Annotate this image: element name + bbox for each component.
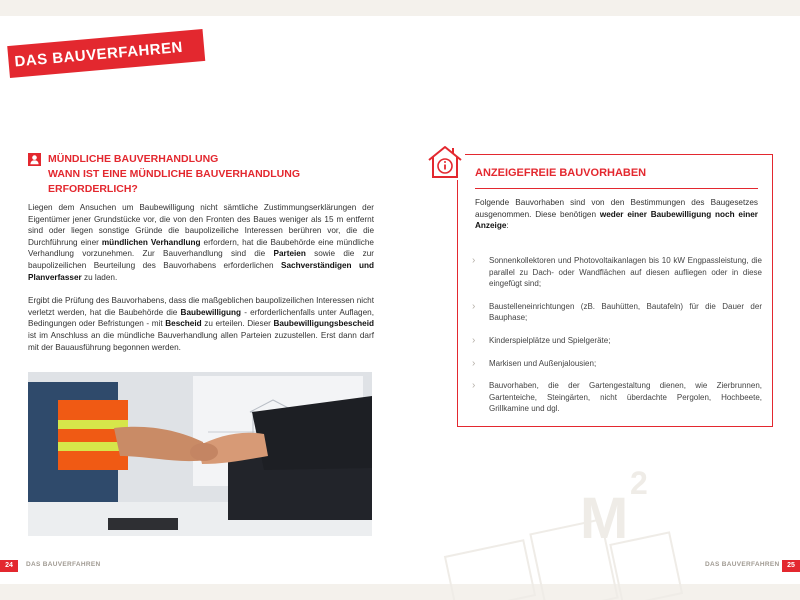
- section-heading: [28, 152, 388, 197]
- text-run: sowie die zur baupolizeilichen Beurteilung des Bauvorhabens erforderlichen: [28, 249, 374, 270]
- bold-run: Sachverständigen und Planverfasser: [28, 260, 375, 282]
- chevron-right-icon: ›: [472, 357, 476, 369]
- text-run: :: [506, 221, 509, 231]
- chapter-banner: [7, 29, 205, 78]
- list-item-text: Markisen und Außenjalousien;: [489, 358, 597, 368]
- info-divider: [475, 188, 758, 189]
- info-box-title: ANZEIGEFREIE BAUVORHABEN: [475, 167, 647, 179]
- bold-run: weder einer Baubewilligung noch einer Anzeige: [475, 209, 758, 231]
- watermark-letter: M: [580, 486, 629, 551]
- house-info-icon: [425, 144, 465, 180]
- list-item: [472, 380, 762, 415]
- text-run: Liegen dem Ansuchen um Baubewilligung nicht sämtliche Zustimmungserklärungen der Eigentümer jener Grundstücke vor, die von den Fronten des Baues weniger als 15 m entfernt sind oder liegen sonstige Gründe die baupolizeiliche Interessen berühren vor, die die Durchführung einer: [28, 203, 374, 247]
- person-icon: [28, 153, 41, 166]
- list-item-text: Kinderspielplätze und Spielgeräte;: [489, 335, 611, 345]
- section-title: MÜNDLICHE BAUVERHANDLUNG: [48, 153, 219, 165]
- bold-run: Baubewilligung: [180, 307, 242, 317]
- text-run: ist im Anschluss an die mündliche Bauverhandlung allen Parteien zuzustellen. Erst dann darf mit der Bauausführung begonnen werden.: [28, 330, 374, 352]
- chevron-right-icon: ›: [472, 334, 476, 346]
- bold-run: Parteien: [273, 249, 306, 259]
- info-box: [457, 154, 773, 427]
- chevron-right-icon: ›: [472, 300, 476, 312]
- list-item: [472, 358, 762, 370]
- list-item-text: Baustelleneinrichtungen (zB. Bauhütten, Bautafeln) für die Dauer der Bauphase;: [489, 301, 762, 323]
- square-meter-watermark: [430, 456, 730, 600]
- footer-label-left: DAS BAUVERFAHREN: [26, 561, 101, 568]
- text-run: Folgende Bauvorhaben sind von den Bestimmungen des Baugesetzes ausgenommen. Diese benötigen: [475, 198, 758, 219]
- document-spread: [0, 16, 800, 584]
- paragraph-1: [28, 202, 374, 283]
- bold-run: mündlichen Verhandlung: [101, 237, 201, 247]
- list-item: [472, 335, 762, 347]
- chevron-right-icon: ›: [472, 380, 476, 392]
- text-run: zu erteilen. Dieser: [201, 319, 274, 329]
- chapter-title: DAS BAUVERFAHREN: [13, 38, 184, 71]
- chevron-right-icon: ›: [472, 255, 476, 266]
- exempt-list: [472, 255, 762, 426]
- footer-label-right: DAS BAUVERFAHREN: [705, 561, 780, 568]
- bold-run: Baubewilligungsbescheid: [273, 319, 374, 329]
- list-item-text: Bauvorhaben, die der Gartengestaltung dienen, wie Zierbrunnen, Gartenteiche, Steingärten, nicht überdachte Pergolen, Hochbeete, Grillkamine und dgl.: [489, 381, 762, 414]
- paragraph-2: [28, 295, 374, 353]
- page-number-right: 25: [782, 560, 800, 572]
- section-subtitle: WANN IST EINE MÜNDLICHE BAUVERHANDLUNG ERFORDERLICH?: [48, 168, 300, 195]
- list-item: [472, 255, 762, 290]
- text-run: - erforderlichenfalls unter Auflagen, Bedingungen oder Befristungen - mit: [28, 307, 374, 329]
- text-run: zu laden.: [81, 272, 118, 282]
- list-item: [472, 301, 762, 324]
- list-item-text: Sonnenkollektoren und Photovoltaikanlagen bis 10 kW Engpassleistung, die parallel zu Dach- oder Wandflächen auf diesen aufliegen oder in diese eingefügt sind;: [489, 256, 762, 289]
- left-body-text: [28, 202, 374, 365]
- text-run: erfordern, hat die Baubehörde eine mündliche Verhandlung vorzunehmen. Zur Bauverhandlung sind die: [28, 237, 374, 259]
- bold-run: Bescheid: [165, 319, 202, 329]
- watermark-superscript: 2: [630, 465, 648, 501]
- page-number-left: 24: [0, 560, 18, 572]
- handshake-photo: [28, 372, 372, 536]
- text-run: Ergibt die Prüfung des Bauvorhabens, dass die maßgeblichen baupolizeilichen Interessen nicht verletzt werden, hat die Baubehörde die: [28, 296, 374, 317]
- info-intro: [475, 197, 758, 232]
